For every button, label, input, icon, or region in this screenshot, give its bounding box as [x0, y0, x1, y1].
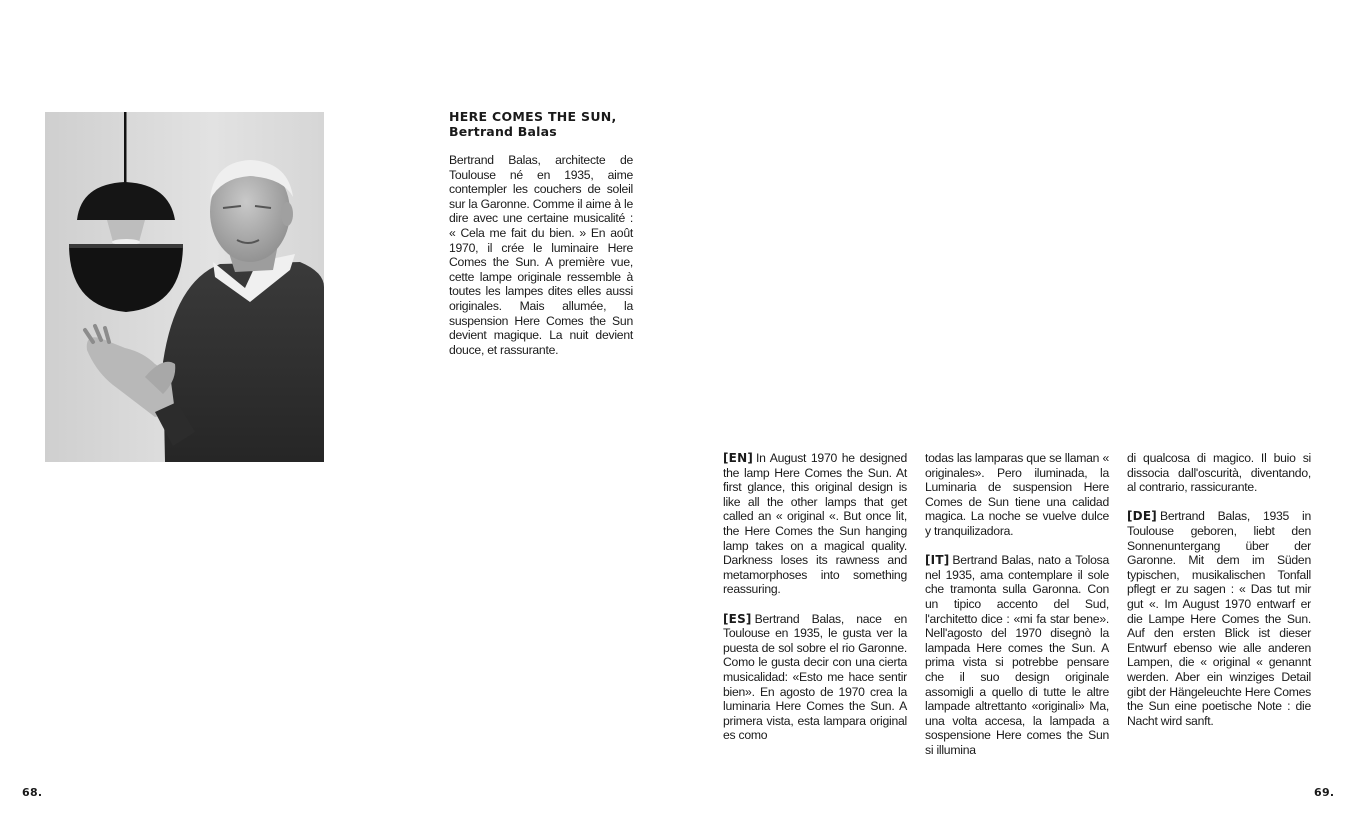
french-paragraph: Bertrand Balas, architecte de Toulouse né en 1935, aime contempler les couchers de soleil sur la Garonne. Comme il aime à le dire avec une certaine musicalité : « Cela me fait du bien. » En août 1970, il crée le luminaire Here Comes the Sun. A première vue, cette lampe originale ressemble à toutes les lampes dites elles aussi originales. Mais allumée, la suspension Here Comes the Sun devient magique. La nuit devient douce, et rassurante.: [449, 153, 633, 357]
page-number-left: 68.: [22, 786, 43, 799]
text-column-3: [1127, 451, 1311, 728]
english-text: In August 1970 he designed the lamp Here Comes the Sun. At first glance, this original design is like all the other lamps that get called an « original «. But once lit, the Here Comes the Sun hanging lamp takes on a magical quality. Darkness loses its rawness and metamorphoses into something reassuring.: [723, 451, 907, 597]
lang-tag-it: [IT]: [925, 553, 950, 568]
spanish-paragraph-continued: todas las lamparas que se llaman « originales». Pero iluminada, la Luminaria de suspension Here Comes de Sun tiene una calidad magica. La noche se vuelve dulce y tranquilizadora.: [925, 451, 1109, 538]
page-number-right: 69.: [1314, 786, 1335, 799]
spanish-paragraph-start: [723, 612, 907, 743]
italian-paragraph-start: [925, 553, 1109, 757]
lang-tag-de: [DE]: [1127, 509, 1157, 524]
article-heading: [449, 109, 639, 139]
german-text: Bertrand Balas, 1935 in Toulouse geboren, liebt den Sonnenuntergang über der Garonne. Mit dem im Süden typischen, musikalischen Tonfall pflegt er zu sagen : « Das tut mir gut «. Im August 1970 entwarf er die Lampe Here Comes the Sun. Auf den ersten Blick ist dieser Entwurf ebenso wie alle anderen Lampen, die « original « genannt werden. Aber ein winziges Detail gibt der Hängeleuchte Here Comes the Sun eine poetische Note : die Nacht wird sanft.: [1127, 509, 1311, 728]
lang-tag-es: [ES]: [723, 611, 752, 626]
english-paragraph: [723, 451, 907, 597]
italian-text-start: Bertrand Balas, nato a Tolosa nel 1935, ama contemplare il sole che tramonta sulla Garonna. Con un tipico accento del Sud, l'architetto dice : «mi fa star bene». Nell'agosto del 1970 disegnò la lampada Here comes the Sun. A prima vista si potrebbe pensare che il suo design originale assomigli a quello di tutte le altre lampade altrettanto «originali» Ma, una volta accesa, la lampada a sospensione Here comes the Sun si illumina: [925, 553, 1109, 757]
portrait-illustration: [45, 112, 324, 462]
spanish-text-start: Bertrand Balas, nace en Toulouse en 1935, le gusta ver la puesta de sol sobre el rio Garonne. Como le gusta decir con una cierta musicalidad: «Esto me hace sentir bien». En agosto de 1970 crea la luminaria Here Comes the Sun. A primera vista, esta lampara original es como: [723, 611, 907, 743]
text-column-2: [925, 451, 1109, 757]
article-title: HERE COMES THE SUN,: [449, 109, 617, 124]
article-subtitle: Bertrand Balas: [449, 124, 557, 139]
lang-tag-en: [EN]: [723, 451, 754, 465]
german-paragraph: [1127, 509, 1311, 728]
italian-paragraph-continued: di qualcosa di magico. Il buio si dissocia dall'oscurità, diventando, al contrario, rassicurante.: [1127, 451, 1311, 495]
portrait-photo: [45, 112, 324, 462]
text-column-1: [723, 451, 907, 743]
